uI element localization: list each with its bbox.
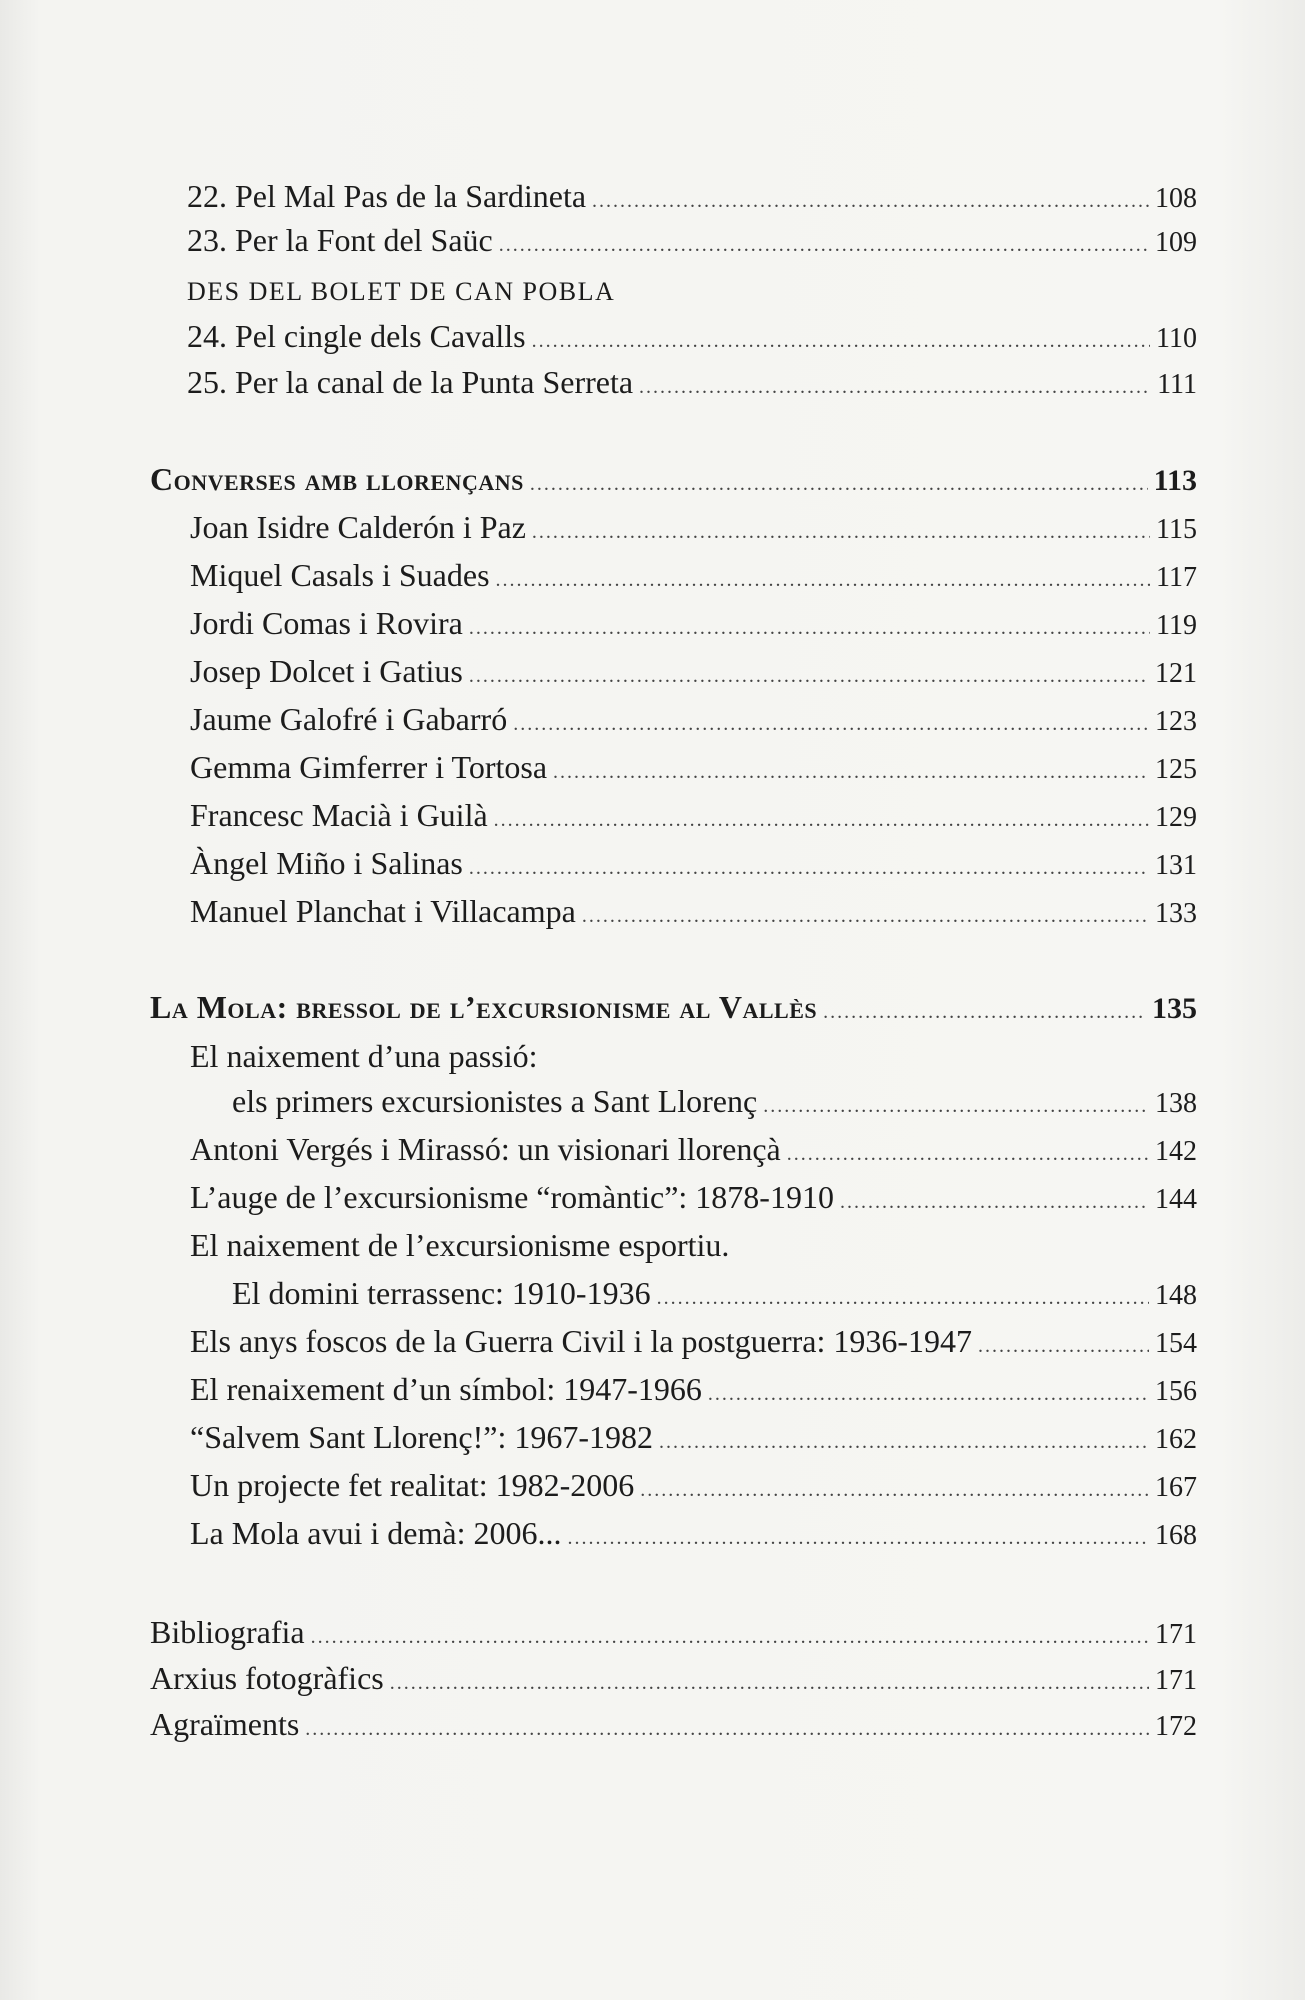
toc-entry-agraiments: [150, 1702, 1197, 1746]
page-number: 148: [1155, 1280, 1197, 1311]
toc-entry-foscos: [190, 1319, 1197, 1363]
entry-title: els primers excursionistes a Sant Llorenç: [232, 1083, 758, 1119]
page-number: 167: [1155, 1472, 1197, 1503]
toc-entry-naixement: [232, 1079, 1197, 1123]
page-number: 123: [1155, 706, 1197, 737]
entry-title: Manuel Planchat i Villacampa: [190, 893, 576, 929]
page-number: 172: [1155, 1711, 1197, 1742]
section-converses: [150, 457, 1197, 501]
entry-title: Joan Isidre Calderón i Paz: [190, 509, 526, 545]
toc-entry-planchat: [190, 889, 1197, 933]
dot-leader: [390, 1661, 1149, 1705]
entry-title: Gemma Gimferrer i Tortosa: [190, 749, 548, 785]
entry-title: 22. Pel Mal Pas de la Sardineta: [187, 178, 587, 214]
entry-title: Àngel Miño i Salinas: [190, 845, 463, 881]
dot-leader: [553, 750, 1149, 794]
page-number: 110: [1156, 323, 1197, 354]
dot-leader: [469, 654, 1149, 698]
toc-entry-macia: [190, 793, 1197, 837]
dot-leader: [763, 1084, 1149, 1128]
dot-leader: [311, 1615, 1149, 1659]
dot-leader: [469, 606, 1150, 650]
toc-entry-22: [187, 174, 1197, 218]
section-title: Converses amb llorençans: [150, 461, 524, 497]
toc-entry-auge: [190, 1175, 1197, 1219]
page-number: 171: [1155, 1619, 1197, 1650]
toc-entry-23: [187, 218, 1197, 262]
entry-title: L’auge de l’excursionisme “romàntic”: 1878-1910: [190, 1179, 834, 1215]
toc-entry-calderon: [190, 505, 1197, 549]
entry-title: 23. Per la Font del Saüc: [187, 222, 493, 258]
toc-entry-25: [187, 360, 1197, 404]
page-number: 125: [1155, 754, 1197, 785]
toc-entry-avui: [190, 1511, 1197, 1555]
toc-entry-comas: [190, 601, 1197, 645]
entry-title: La Mola avui i demà: 2006...: [190, 1515, 562, 1551]
dot-leader: [532, 319, 1150, 363]
toc-entry-gimferrer: [190, 745, 1197, 789]
page-number: 144: [1155, 1184, 1197, 1215]
page-number: 109: [1155, 227, 1197, 258]
dot-leader: [978, 1324, 1149, 1368]
page-number: 162: [1155, 1424, 1197, 1455]
entry-title: 24. Pel cingle dels Cavalls: [187, 318, 526, 354]
dot-leader: [840, 1180, 1149, 1224]
dot-leader: [659, 1420, 1149, 1464]
dot-leader: [496, 558, 1151, 602]
page-number: 119: [1156, 610, 1197, 641]
entry-title: Agraïments: [150, 1706, 300, 1742]
entry-title: Bibliografia: [150, 1614, 305, 1650]
toc-entry-naixement-line1: El naixement d’una passió:: [190, 1038, 538, 1074]
toc-entry-domini: [232, 1271, 1197, 1315]
toc-entry-salvem: [190, 1415, 1197, 1459]
toc-entry-24: [187, 314, 1197, 358]
toc-entry-galofre: [190, 697, 1197, 741]
dot-leader: [640, 1468, 1149, 1512]
dot-leader: [532, 510, 1150, 554]
page-number: 131: [1155, 850, 1197, 881]
toc-entry-arxius: [150, 1656, 1197, 1700]
entry-title: Un projecte fet realitat: 1982-2006: [190, 1467, 635, 1503]
dot-leader: [499, 223, 1149, 267]
entry-title: Jordi Comas i Rovira: [190, 605, 463, 641]
dot-leader: [513, 702, 1149, 746]
dot-leader: [582, 894, 1149, 938]
dot-leader: [494, 798, 1149, 842]
entry-title: El renaixement d’un símbol: 1947-1966: [190, 1371, 702, 1407]
toc-entry-bibliografia: [150, 1610, 1197, 1654]
page-number: 142: [1155, 1136, 1197, 1167]
page-number: 117: [1156, 562, 1197, 593]
entry-title: 25. Per la canal de la Punta Serreta: [187, 364, 634, 400]
entry-title: “Salvem Sant Llorenç!”: 1967-1982: [190, 1419, 653, 1455]
page-number: 171: [1155, 1665, 1197, 1696]
entry-title: El domini terrassenc: 1910-1936: [232, 1275, 651, 1311]
page-number: 133: [1155, 898, 1197, 929]
dot-leader: [787, 1132, 1149, 1176]
toc-entry-verges: [190, 1127, 1197, 1171]
dot-leader: [592, 179, 1149, 223]
page-number: 135: [1152, 992, 1197, 1025]
subheading-bolet: DES DEL BOLET DE CAN POBLA: [187, 277, 616, 306]
toc-entry-projecte: [190, 1463, 1197, 1507]
toc-entry-dolcet: [190, 649, 1197, 693]
entry-title: Jaume Galofré i Gabarró: [190, 701, 508, 737]
toc-entry-mino: [190, 841, 1197, 885]
entry-title: Miquel Casals i Suades: [190, 557, 490, 593]
page-number: 115: [1156, 514, 1197, 545]
dot-leader: [639, 365, 1151, 409]
entry-title: Antoni Vergés i Mirassó: un visionari llorençà: [190, 1131, 781, 1167]
section-title: La Mola: bressol de l’excursionisme al Vallès: [150, 989, 818, 1025]
page-number: 138: [1155, 1088, 1197, 1119]
page-number: 156: [1155, 1376, 1197, 1407]
toc-entry-casals: [190, 553, 1197, 597]
page-number: 108: [1155, 183, 1197, 214]
section-la-mola: [150, 985, 1197, 1029]
toc-entry-esportiu-line1: El naixement de l’excursionisme esportiu.: [190, 1227, 730, 1263]
dot-leader: [530, 462, 1148, 506]
entry-title: Arxius fotogràfics: [150, 1660, 384, 1696]
page-number: 113: [1153, 464, 1197, 497]
dot-leader: [305, 1707, 1149, 1751]
dot-leader: [708, 1372, 1149, 1416]
entry-title: Els anys foscos de la Guerra Civil i la postguerra: 1936-1947: [190, 1323, 973, 1359]
dot-leader: [567, 1516, 1149, 1560]
entry-title: Josep Dolcet i Gatius: [190, 653, 463, 689]
dot-leader: [469, 846, 1149, 890]
page-number: 121: [1155, 658, 1197, 689]
dot-leader: [823, 990, 1146, 1034]
page-number: 168: [1155, 1520, 1197, 1551]
page-number: 111: [1157, 369, 1197, 400]
toc-entry-renaixement: [190, 1367, 1197, 1411]
dot-leader: [657, 1276, 1149, 1320]
page-number: 154: [1155, 1328, 1197, 1359]
page-number: 129: [1155, 802, 1197, 833]
entry-title: Francesc Macià i Guilà: [190, 797, 488, 833]
